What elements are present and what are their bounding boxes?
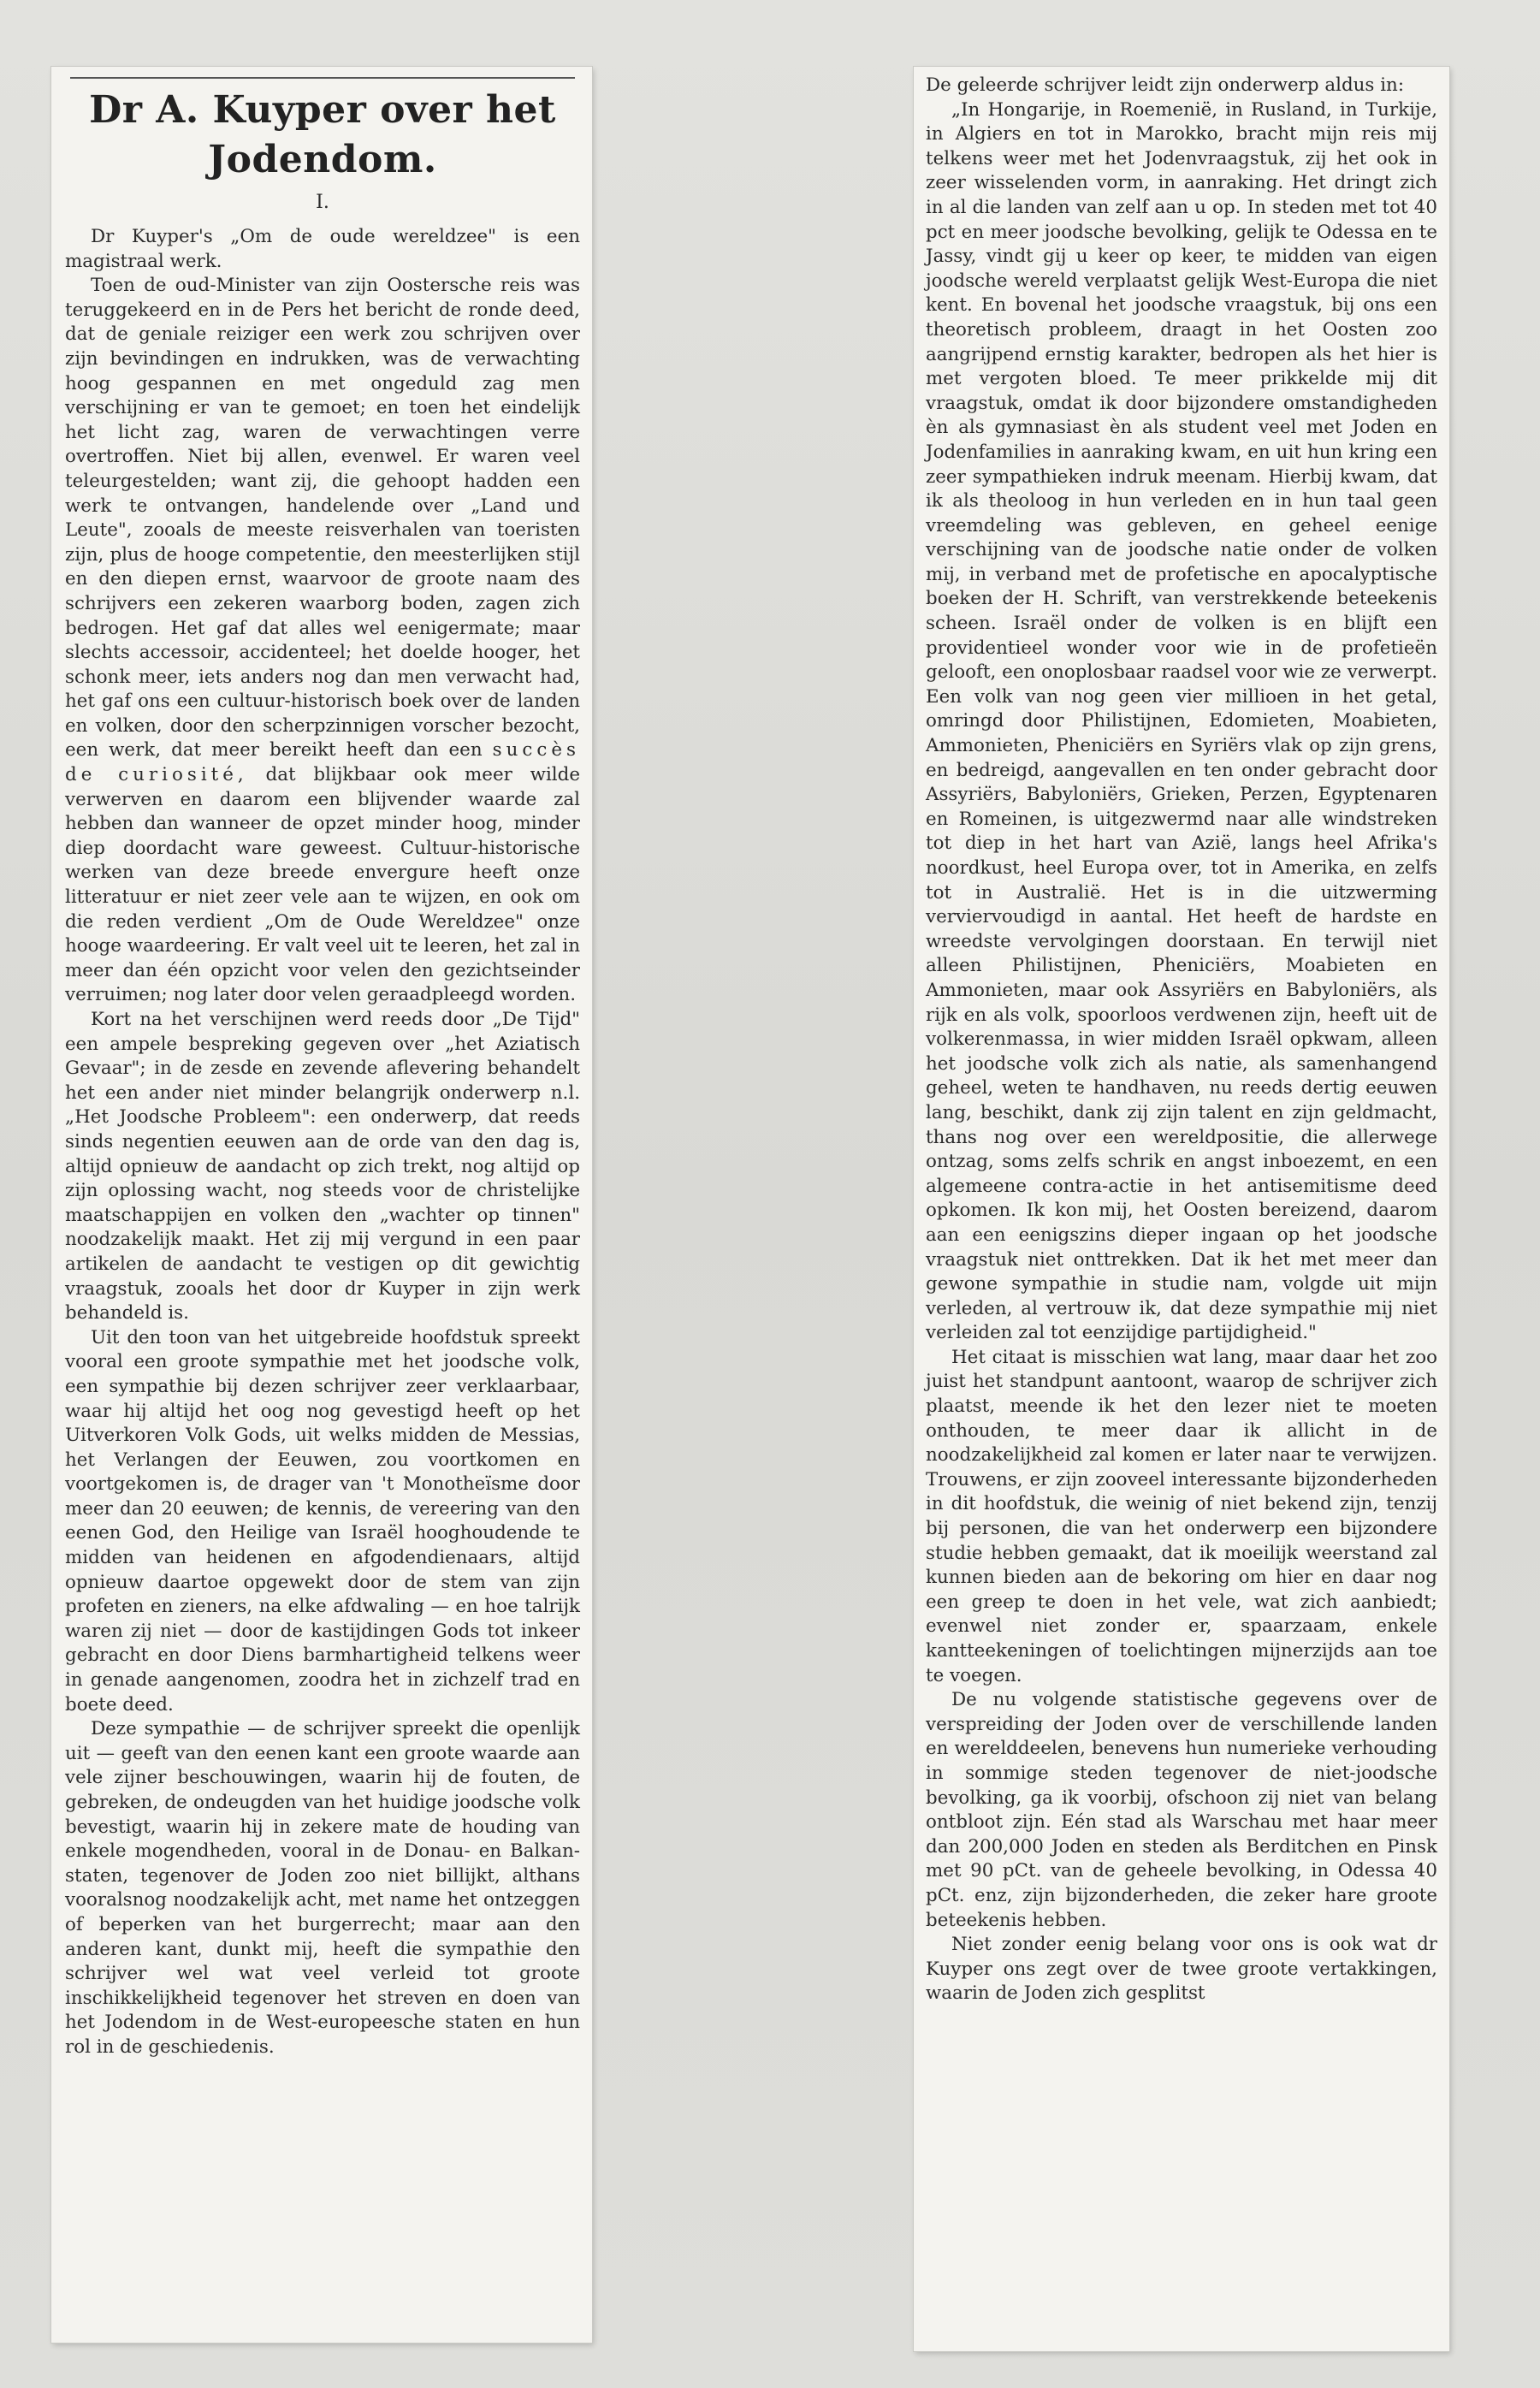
left-newspaper-clipping <box>51 67 592 2343</box>
paragraph-deze-sympathie: Deze sympathie — de schrijver spreekt die openlijk uit — geeft van den eenen kant een groote waarde aan vele zijner beschouwingen, waarin hij de fouten, de gebreken, de ondeugden van het huidige joodsche volk bevestigt, waarin hij in zekere mate de houding van enkele mogendheden, vooral in de Donau- en Balkan-staten, tegenover de Joden zoo niet billijkt, althans vooralsnog noodzakelijk acht, met name het ontzeggen of beperken van het burgerrecht; maar aan den anderen kant, dunkt mij, heeft die sympathie den schrijver wel wat veel verleid tot groote inschikkelijkheid tegenover het streven en doen van het Jodendom in de West-europeesche staten en hun rol in de geschiedenis. <box>65 1718 580 2058</box>
paragraph-reis-text: Toen de oud-Minister van zijn Oostersche reis was teruggekeerd en in de Pers het bericht de ronde deed, dat de geniale reiziger een werk zou schrijven over zijn bevindingen en indrukken, was de verwachting hoog gespannen en met ongeduld zag men verschijning er van te gemoet; en toen het eindelijk het licht zag, waren de verwachtingen verre overtroffen. Niet bij allen, evenwel. Er waren veel teleurgestelden; want zij, die gehoopt hadden een werk te ontvangen, handelende over „Land und Leute", zooals de meeste reisverhalen van toeristen zijn, plus de hooge competentie, den meesterlijken stijl en den diepen ernst, waarvoor de groote naam des schrijvers een zekeren waarborg boden, zagen zich bedrogen. Het gaf dat alles wel eenigermate; maar slechts accessoir, accidenteel; het doelde hooger, het schonk meer, iets anders nog dan men verwacht had, het gaf ons een cultuur-historisch boek over de landen en volken, door den scherpzinnigen vorscher bezocht, een werk, dat meer bereikt heeft dan een <box>65 275 580 761</box>
article-headline: Dr A. Kuyper over het Jodendom. <box>89 88 556 181</box>
paragraph-reis-cont: dat blijkbaar ook meer wilde verwerven en daarom een blijvender waarde zal hebben dan wanneer de opzet minder hoog, minder diep doordacht ware geweest. Cultuur-historische werken van deze breede envergure heeft onze litteratuur er niet zeer vele aan te wijzen, en ook om die reden verdient „Om de Oude Wereldzee" onze hooge waardeering. Er valt veel uit te leeren, het zal in meer dan één opzicht voor velen den gezichtseinder verruimen; nog later door velen geraadpleegd worden. <box>65 764 580 1006</box>
top-rule <box>70 77 575 79</box>
paragraph-statistiek: De nu volgende statistische gegevens over de verspreiding der Joden over de verschillende landen en werelddeelen, benevens hun numerieke verhouding in sommige steden tegenover de niet-joodsche bevolking, ga ik voorbij, ofschoon zij niet van belang ontbloot zijn. Eén stad als Warschau met haar meer dan 200,000 Joden en steden als Berditchen en Pinsk met 90 pCt. van de geheele bevolking, in Odessa 40 pCt. enz, zijn bijzonderheden, die zeker hare groote beteekenis hebben. <box>926 1689 1437 1931</box>
paragraph-intro: Dr Kuyper's „Om de oude wereldzee" is een magistraal werk. <box>65 226 580 272</box>
section-number: I. <box>316 192 329 213</box>
paragraph-reis <box>65 274 580 1008</box>
paragraph-citaat: Het citaat is misschien wat lang, maar daar het zoo juist het standpunt aantoont, waarop de schrijver zich plaatst, meende ik het den lezer niet te moeten onthouden, te meer daar ik allicht in de noodzakelijkheid zal komen er later naar te verwijzen. Trouwens, er zijn zooveel interessante bijzonderheden in dit hoofdstuk, die weinig of niet bekend zijn, tenzij bij personen, die van het onderwerp een bijzondere studie hebben gemaakt, dat ik moeilijk weerstand zal kunnen bieden aan de bekoring om hier en daar nog een greep te doen in het vele, wat zich aanbiedt; evenwel niet zonder er, spaarzaam, enkele kantteekeningen of toelichtingen mijnerzijds aan toe te voegen. <box>926 1346 1437 1686</box>
paragraph-quote: „In Hongarije, in Roemenië, in Rusland, in Turkije, in Algiers en tot in Marokko, bracht mijn reis mij telkens weer met het Jodenvraagstuk, zij het ook in zeer wisselenden vorm, in aanraking. Het dringt zich in al die landen van zelf aan u op. In steden met tot 40 pct en meer joodsche bevolking, gelijk te Odessa en te Jassy, vindt gij u keer op keer, te midden van eigen joodsche wereld verplaatst gelijk West-Europa die niet kent. En bovenal het joodsche vraagstuk, bij ons een theoretisch probleem, draagt in het Oosten zoo aangrijpend ernstig karakter, bedropen als het hier is met vergoten bloed. Te meer prikkelde mij dit vraagstuk, omdat ik door bijzondere omstandigheden èn als gymnasiast èn als student veel met Joden en Jodenfamilies in aanraking kwam, en uit hun kring een zeer sympathieken indruk meenam. Hierbij kwam, dat ik als theoloog in hun verleden en in hun taal geen vreemdeling was gebleven, en geheel eenige verschijning van de joodsche natie onder de volken mij, in verband met de profetische en apocalyptische boeken der H. Schrift, van verstrekkende beteekenis scheen. Israël onder de volken is en blijft een providentieel wonder voor wie in de profetieën gelooft, een onoplosbaar raadsel voor wie ze verwerpt. Een volk van nog geen vier millioen in het getal, omringd door Philistijnen, Edomieten, Moabieten, Ammonieten, Pheniciërs en Syriërs vlak op zijn grens, en bedreigd, aangevallen en ten onder gebracht door Assyriërs, Babyloniërs, Grieken, Perzen, Egyptenaren en Romeinen, is uitgezwermd naar alle windstreken tot diep in het hart van Azië, langs heel Afrika's noordkust, heel Europa over, tot in Amerika, en zelfs tot in Australië. Het is in die uitzwerming verviervoudigd in aantal. Het heeft de hardste en wreedste vervolgingen doorstaan. En terwijl niet alleen Philistijnen, Pheniciërs, Moabieten en Ammonieten, maar ook Assyriërs en Babyloniërs, als rijk en als volk, spoorloos verdwenen zijn, heeft uit de volkerenmassa, in wier midden Israël opkwam, alleen het joodsche volk zich als natie, als samenhangend geheel, weten te handhaven, nu reeds dertig eeuwen lang, beschikt, dank zij zijn talent en zijn geldmacht, thans nog over een wereldpositie, die allerwege ontzag, soms zelfs schrik en angst inboezemt, en een algemeene contra-actie in het antisemitisme deed opkomen. Ik kon mij, het Oosten bereizend, daarom aan een eenigszins dieper ingaan op het joodsche vraagstuk niet onttrekken. Dat ik het met meer dan gewone sympathie in studie nam, volgde uit mijn verleden, al vertrouw ik, dat deze sympathie mij niet verleiden zal tot eenzijdige partijdigheid." <box>926 98 1437 1344</box>
paragraph-sympathie: Uit den toon van het uitgebreide hoofdstuk spreekt vooral een groote sympathie met het joodsche volk, een sympathie bij dezen schrijver zeer verklaarbaar, waar hij altijd het oog nog gevestigd heeft op het Uitverkoren Volk Gods, uit welks midden de Messias, het Verlangen der Eeuwen, zou voortkomen en voortgekomen is, de drager van 't Monotheïsme door meer dan 20 eeuwen; de kennis, de vereering van den eenen God, den Heilige van Israël hooghoudende te midden van heidenen en afgodendienaars, altijd opnieuw daartoe opgewekt door de stem van zijn profeten en zieners, na elke afdwaling — en hoe talrijk waren zij niet — door de kastijdingen Gods tot inkeer gebracht en door Diens barmhartigheid telkens weer in genade aangenomen, zoodra het in zichzelf trad en boete deed. <box>65 1326 580 1715</box>
paragraph-intro-quote: De geleerde schrijver leidt zijn onderwerp aldus in: <box>926 74 1405 96</box>
spaced-phrase: succès de curiosité, <box>65 739 580 786</box>
paragraph-tijd: Kort na het verschijnen werd reeds door „De Tijd" een ampele bespreking gegeven over „het Aziatisch Gevaar"; in de zesde en zevende aflevering behandelt het een ander niet minder belangrijk onderwerp n.l. „Het Joodsche Probleem": een onderwerp, dat reeds sinds negentien eeuwen aan de orde van den dag is, altijd opnieuw de aandacht op zich trekt, nog altijd op zijn oplossing wacht, nog steeds voor de christelijke maatschappijen en volken den „wachter op tinnen" noodzakelijk maakt. Het zij mij vergund in een paar artikelen de aandacht te vestigen op dit gewichtig vraagstuk, zooals het door dr Kuyper in zijn werk behandeld is. <box>65 1009 580 1324</box>
right-newspaper-clipping <box>914 67 1449 2351</box>
paragraph-vertakkingen: Niet zonder eenig belang voor ons is ook wat dr Kuyper ons zegt over de twee groote vertakkingen, waarin de Joden zich gesplitst <box>926 1934 1437 2005</box>
